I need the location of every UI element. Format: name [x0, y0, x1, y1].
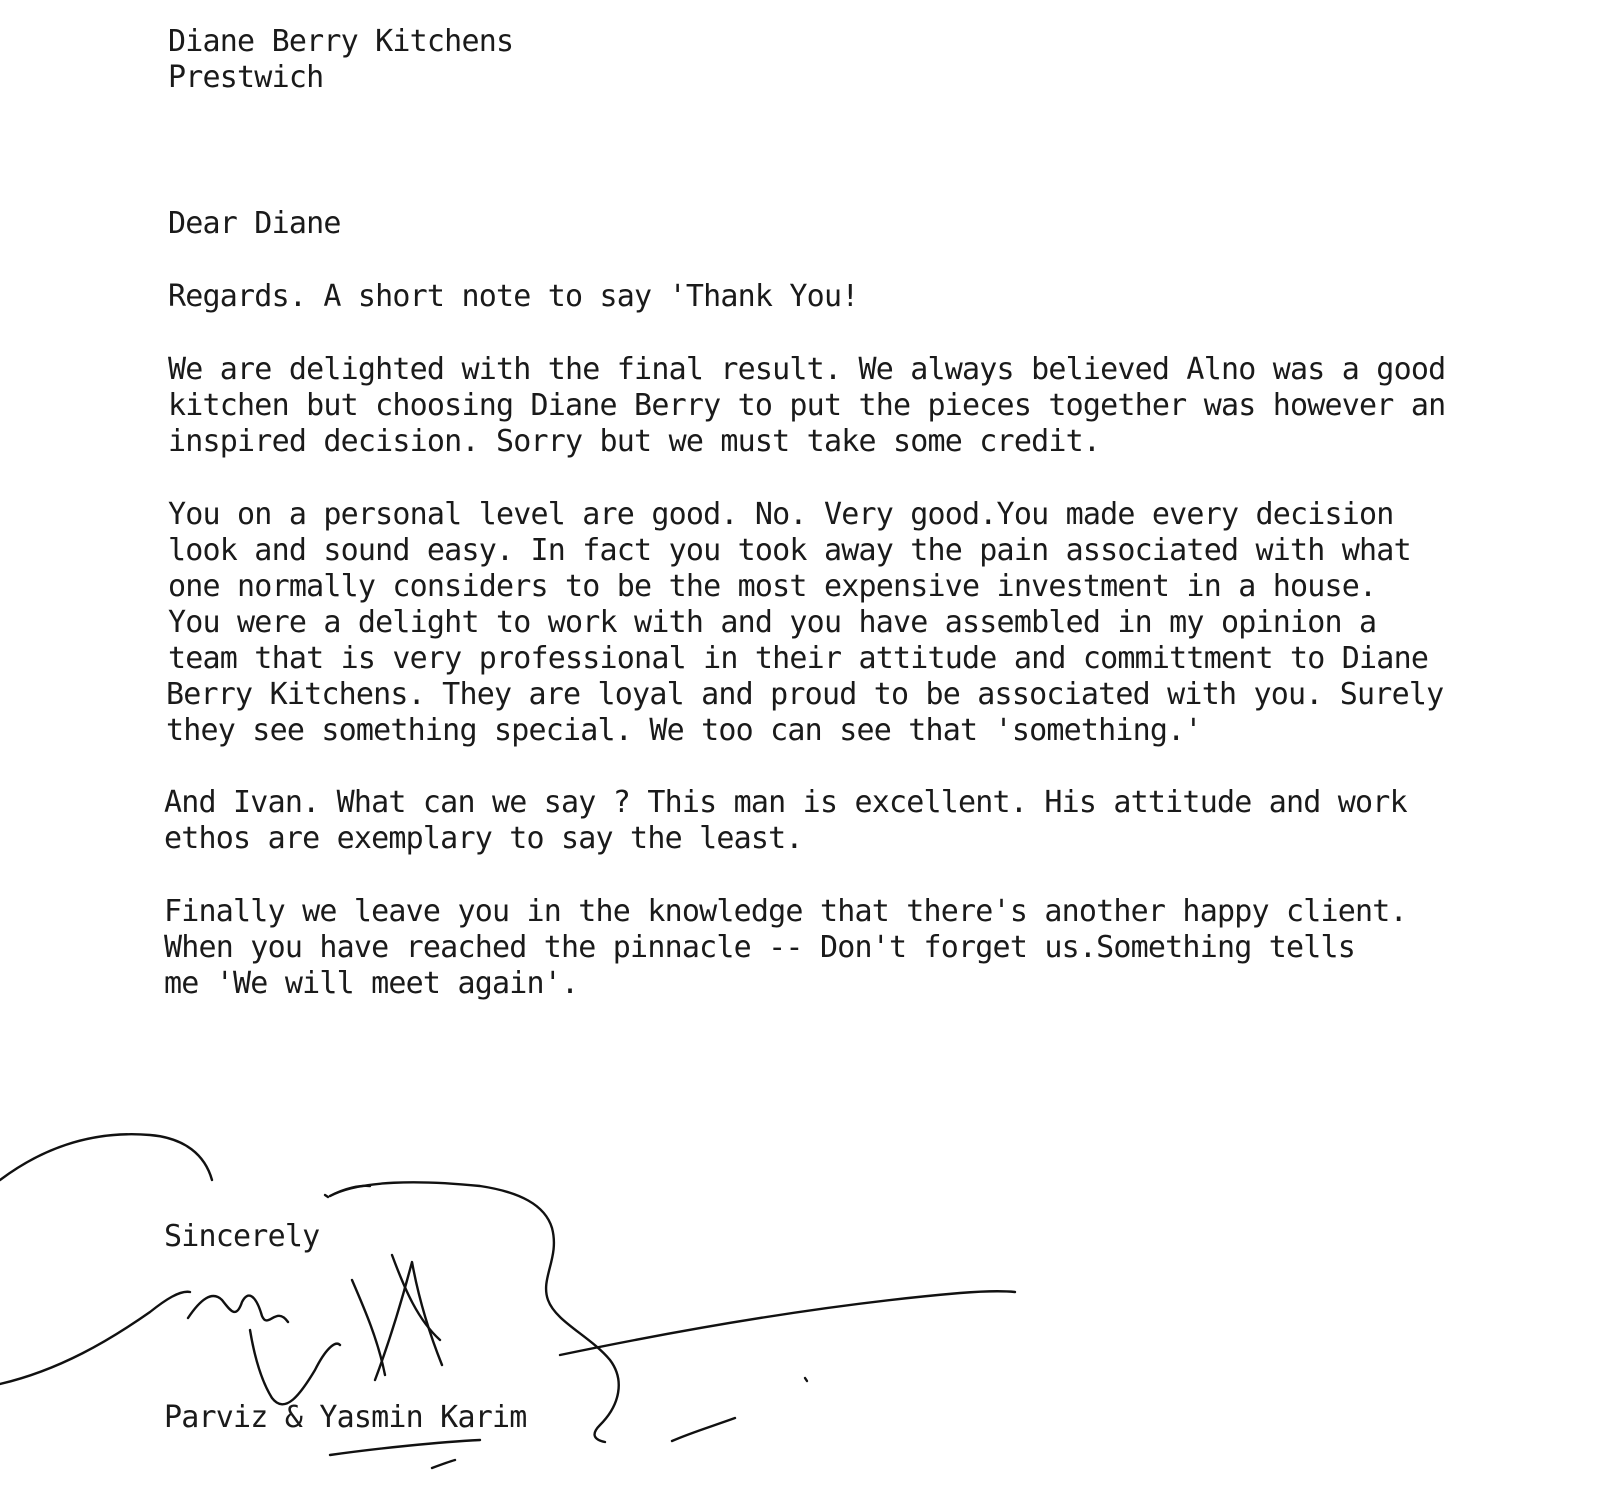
paragraph-line: And Ivan. What can we say ? This man is excellent. His attitude and work: [164, 785, 1407, 820]
signatory-name: Parviz & Yasmin Karim: [164, 1400, 527, 1435]
paragraph-line: team that is very professional in their attitude and committment to Diane: [168, 641, 1429, 676]
paragraph-line: they see something special. We too can see that 'something.': [166, 713, 1202, 748]
paragraph-line: kitchen but choosing Diane Berry to put the pieces together was however an: [168, 388, 1446, 423]
paragraph-line: We are delighted with the final result. We always believed Alno was a good: [168, 352, 1446, 387]
paragraph-line: Finally we leave you in the knowledge that there's another happy client.: [164, 894, 1407, 929]
closing: Sincerely: [164, 1219, 320, 1254]
paragraph-line: You on a personal level are good. No. Very good.You made every decision: [168, 497, 1394, 532]
paragraph-line: me 'We will meet again'.: [164, 966, 579, 1001]
paragraph-line: one normally considers to be the most expensive investment in a house.: [168, 569, 1377, 604]
paragraph-line: When you have reached the pinnacle -- Don't forget us.Something tells: [164, 930, 1356, 965]
paragraph-line: inspired decision. Sorry but we must take some credit.: [168, 424, 1101, 459]
recipient-name: Diane Berry Kitchens: [168, 24, 514, 59]
paragraph-line: You were a delight to work with and you have assembled in my opinion a: [168, 605, 1377, 640]
paragraph-line: Berry Kitchens. They are loyal and proud to be associated with you. Surely: [166, 677, 1444, 712]
paragraph-line: ethos are exemplary to say the least.: [164, 821, 803, 856]
salutation: Dear Diane: [168, 206, 341, 241]
paragraph-line: look and sound easy. In fact you took away the pain associated with what: [168, 533, 1411, 568]
paragraph-line: Regards. A short note to say 'Thank You!: [168, 279, 859, 314]
recipient-location: Prestwich: [168, 60, 324, 95]
